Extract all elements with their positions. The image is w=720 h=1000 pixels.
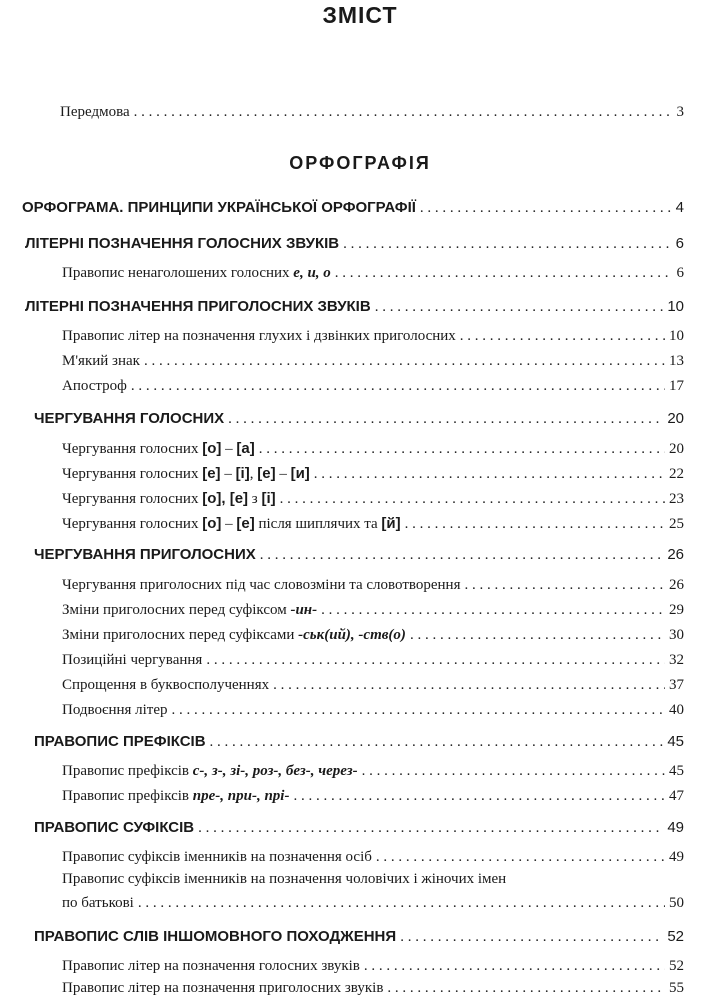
entry-label: Подвоєння літер [62, 702, 168, 718]
entry-page: 49 [667, 819, 684, 836]
entry-label: ЛІТЕРНІ ПОЗНАЧЕННЯ ПРИГОЛОСНИХ ЗВУКІВ [25, 298, 371, 315]
toc-chapter-consonant-alternation[interactable] [34, 546, 684, 564]
dot-leader [206, 652, 665, 669]
dot-leader [134, 104, 673, 121]
entry-page: 50 [669, 895, 684, 911]
entry-label: Правопис префіксів пре-, при-, прі- [62, 788, 290, 804]
dot-leader [314, 466, 665, 483]
toc-entry-person-suffixes[interactable] [62, 849, 684, 866]
toc-chapter-vowel-letters[interactable] [25, 235, 684, 253]
toc-entry-patronymic[interactable] [62, 895, 684, 912]
dot-leader [172, 702, 665, 719]
entry-label: ПРАВОПИС СУФІКСІВ [34, 819, 195, 836]
toc-chapter-foreign-words[interactable] [34, 928, 684, 946]
entry-label: Зміни приголосних перед суфіксами -ськ(ий), -ств(о) [62, 627, 406, 643]
toc-entry-e-i-e-y[interactable] [62, 465, 684, 483]
dot-leader [410, 627, 665, 644]
entry-label: Зміни приголосних перед суфіксом -ин- [62, 602, 318, 618]
dot-leader [273, 677, 665, 694]
entry-label: ЛІТЕРНІ ПОЗНАЧЕННЯ ГОЛОСНИХ ЗВУКІВ [25, 235, 340, 252]
entry-page: 6 [675, 235, 684, 252]
dot-leader [138, 895, 665, 912]
entry-page: 13 [669, 353, 684, 369]
toc-entry-doubling[interactable] [62, 702, 684, 719]
entry-label: Правопис префіксів с-, з-, зі-, роз-, без-, через- [62, 763, 358, 779]
entry-label: Правопис літер на позначення приголосних звуків [62, 980, 384, 996]
dot-leader [420, 200, 672, 217]
dot-leader [144, 353, 665, 370]
dot-leader [464, 577, 665, 594]
entry-label: ЧЕРГУВАННЯ ПРИГОЛОСНИХ [34, 546, 256, 563]
dot-leader [259, 441, 665, 458]
entry-page: 49 [669, 849, 684, 865]
toc-entry-o-a[interactable] [62, 440, 684, 458]
entry-label: Позиційні чергування [62, 652, 203, 668]
entry-label: ПРАВОПИС СЛІВ ІНШОМОВНОГО ПОХОДЖЕННЯ [34, 928, 397, 945]
toc-entry-apostrophe[interactable] [62, 378, 684, 395]
toc-entry-o-e-with-i[interactable] [62, 490, 684, 508]
toc-entry-patronymic-line1[interactable]: Правопис суфіксів іменників на позначення чоловічих і жіночих імен [62, 871, 507, 887]
entry-letters: е, и, о [293, 265, 331, 281]
toc-chapter-consonant-letters[interactable] [25, 298, 684, 316]
entry-page: 26 [669, 577, 684, 593]
toc-entry-prefixes-s-z[interactable] [62, 763, 684, 780]
toc-entry-positional[interactable] [62, 652, 684, 669]
entry-page: 37 [669, 677, 684, 693]
entry-page: 40 [669, 702, 684, 718]
dot-leader [387, 980, 665, 997]
entry-label: Правопис літер на позначення голосних звуків [62, 958, 360, 974]
entry-page: 4 [675, 199, 684, 216]
entry-label: ОРФОГРАМА. ПРИНЦИПИ УКРАЇНСЬКОЇ ОРФОГРАФІЇ [22, 199, 416, 216]
entry-page: 20 [669, 441, 684, 457]
toc-entry-preface[interactable] [60, 104, 684, 121]
toc-entry-prefixes-pre-pry[interactable] [62, 788, 684, 805]
dot-leader [293, 788, 665, 805]
dot-leader [260, 547, 664, 564]
entry-label: Чергування голосних [о] – [е] після шиплячих та [й] [62, 515, 401, 532]
toc-entry-soft-sign[interactable] [62, 353, 684, 370]
entry-label: Правопис літер на позначення глухих і дзвінких приголосних [62, 328, 456, 344]
entry-page: 26 [667, 546, 684, 563]
entry-page: 45 [667, 733, 684, 750]
entry-page: 29 [669, 602, 684, 618]
dot-leader [210, 734, 664, 751]
entry-label: ПРАВОПИС ПРЕФІКСІВ [34, 733, 206, 750]
dot-leader [228, 411, 663, 428]
toc-entry-simplification[interactable] [62, 677, 684, 694]
toc-entry-voiced-voiceless[interactable] [62, 328, 684, 345]
dot-leader [335, 265, 673, 282]
entry-page: 23 [669, 491, 684, 507]
entry-page: 52 [667, 928, 684, 945]
entry-label: Правопис ненаголошених голосних е, и, о [62, 265, 331, 281]
entry-page: 20 [667, 410, 684, 427]
entry-page: 52 [669, 958, 684, 974]
entry-label: по батькові [62, 895, 134, 911]
dot-leader [280, 491, 665, 508]
entry-page: 22 [669, 466, 684, 482]
entry-label: Передмова [60, 104, 130, 120]
entry-label: Спрощення в буквосполученнях [62, 677, 270, 693]
entry-page: 55 [669, 980, 684, 996]
entry-page: 30 [669, 627, 684, 643]
toc-entry-foreign-consonants[interactable] [62, 980, 684, 997]
entry-page: 47 [669, 788, 684, 804]
dot-leader [131, 378, 665, 395]
entry-label: М'який знак [62, 353, 140, 369]
toc-chapter-prefixes[interactable] [34, 733, 684, 751]
toc-entry-inflection-alternation[interactable] [62, 577, 684, 594]
entry-page: 10 [669, 328, 684, 344]
entry-label: Правопис суфіксів іменників на позначення осіб [62, 849, 372, 865]
entry-page: 32 [669, 652, 684, 668]
entry-label: Апостроф [62, 378, 127, 394]
dot-leader [321, 602, 665, 619]
toc-chapter-orthogram[interactable] [22, 199, 684, 217]
dot-leader [362, 763, 665, 780]
entry-label: Чергування приголосних під час словозміни та словотворення [62, 577, 461, 593]
entry-label: Чергування голосних [о], [е] з [і] [62, 490, 276, 507]
dot-leader [375, 299, 664, 316]
entry-label: Чергування голосних [е] – [і], [е] – [и] [62, 465, 310, 482]
entry-label: ЧЕРГУВАННЯ ГОЛОСНИХ [34, 410, 225, 427]
section-heading: ОРФОГРАФІЯ [289, 153, 431, 173]
toc-entry-o-e-after-sibilants[interactable] [62, 515, 684, 533]
toc-entry-suffix-yn[interactable] [62, 602, 684, 619]
toc-entry-unstressed-vowels[interactable] [62, 265, 684, 282]
dot-leader [198, 820, 663, 837]
entry-page: 10 [667, 298, 684, 315]
entry-page: 3 [676, 104, 684, 120]
dot-leader [405, 516, 665, 533]
entry-label: Чергування голосних [о] – [а] [62, 440, 255, 457]
toc-chapter-suffixes[interactable] [34, 819, 684, 837]
toc-entry-suffix-sk-stv[interactable] [62, 627, 684, 644]
dot-leader [343, 236, 672, 253]
dot-leader [460, 328, 665, 345]
entry-page: 45 [669, 763, 684, 779]
dot-leader [400, 929, 663, 946]
toc-chapter-vowel-alternation[interactable] [34, 410, 684, 428]
entry-page: 17 [669, 378, 684, 394]
entry-page: 25 [669, 516, 684, 532]
entry-page: 6 [676, 265, 684, 281]
page-title: ЗМІСТ [322, 2, 398, 28]
dot-leader [376, 849, 665, 866]
toc-entry-foreign-vowels[interactable] [62, 958, 684, 975]
dot-leader [364, 958, 665, 975]
